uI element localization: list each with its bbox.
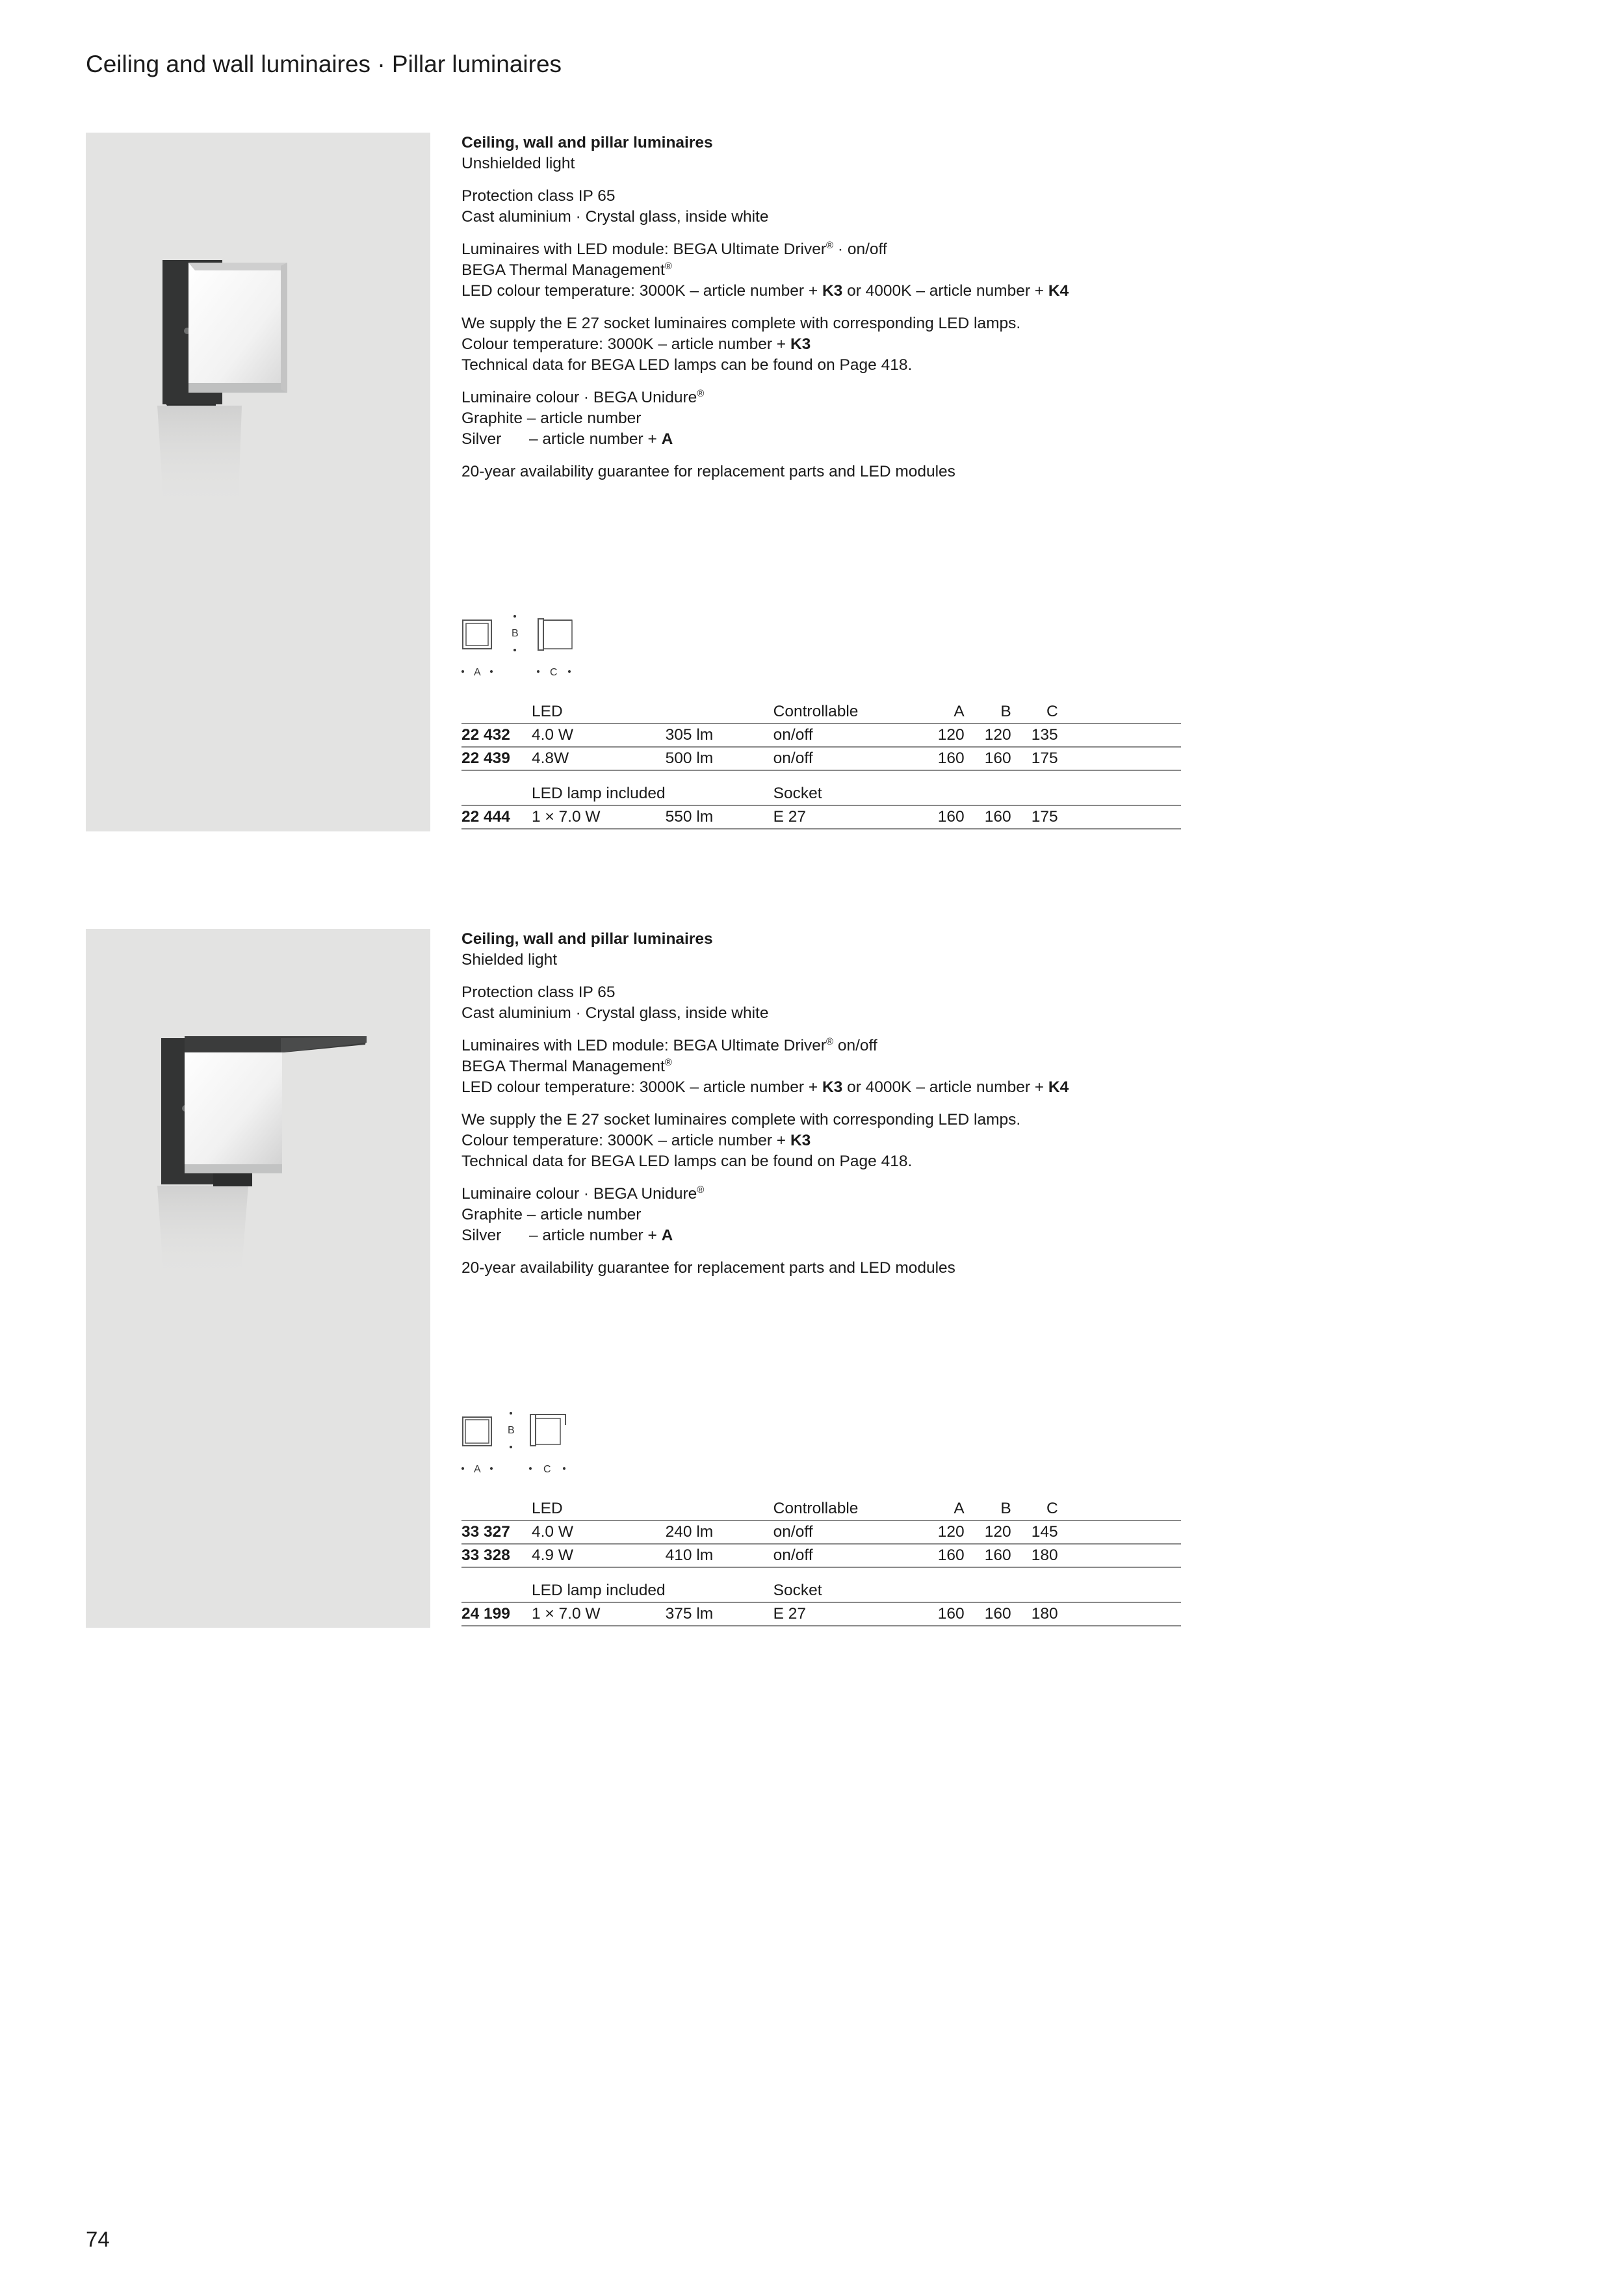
colour-temperature-line: LED colour temperature: 3000K – article number + K3 or 4000K – article number + K4 [461, 282, 1069, 300]
dim-label-a: A [474, 667, 481, 676]
article-number: 22 439 [461, 747, 532, 770]
side-view-icon [530, 1415, 565, 1446]
protection-class: Protection class IP 65 [461, 984, 616, 1001]
luminaire-colour-heading: Luminaire colour · BEGA Unidure® [461, 387, 705, 406]
protection-class: Protection class IP 65 [461, 187, 616, 205]
table-row: 33 327 4.0 W 240 lm on/off 120 120 145 [461, 1520, 1181, 1544]
table-header-lamp: LED lamp included Socket [461, 1580, 1181, 1602]
supply-colour-temperature: Colour temperature: 3000K – article number + K3 [461, 335, 811, 353]
table-row: 33 328 4.9 W 410 lm on/off 160 160 180 [461, 1544, 1181, 1567]
luminaire-colour-heading: Luminaire colour · BEGA Unidure® [461, 1184, 705, 1203]
table-header-led: LED Controllable A B C [461, 1498, 1181, 1520]
colour-graphite: Graphite – article number [461, 1206, 642, 1223]
product-subtitle: Unshielded light [461, 155, 575, 172]
supply-note: We supply the E 27 socket luminaires complete with corresponding LED lamps. [461, 1111, 1021, 1128]
specifications-table [461, 1498, 1181, 1626]
article-number: 22 444 [461, 805, 532, 829]
article-number: 22 432 [461, 724, 532, 747]
colour-temperature-line: LED colour temperature: 3000K – article number + K3 or 4000K – article number + K4 [461, 1078, 1069, 1096]
specifications-table [461, 701, 1181, 829]
product-description [461, 133, 1202, 494]
product-title: Ceiling, wall and pillar luminaires [461, 930, 713, 948]
page-number: 74 [86, 2227, 110, 2251]
material: Cast aluminium · Crystal glass, inside white [461, 208, 769, 226]
table-header-led: LED Controllable A B C [461, 701, 1181, 724]
side-view-icon [538, 619, 572, 650]
table-row: 22 439 4.8W 500 lm on/off 160 160 175 [461, 747, 1181, 770]
article-number: 33 327 [461, 1520, 532, 1544]
dimension-diagram [461, 611, 604, 676]
product-title: Ceiling, wall and pillar luminaires [461, 134, 713, 151]
dim-label-c: C [543, 1464, 551, 1474]
colour-graphite: Graphite – article number [461, 410, 642, 427]
thermal-management: BEGA Thermal Management® [461, 260, 672, 279]
dim-label-b: B [508, 1425, 515, 1436]
article-number: 33 328 [461, 1544, 532, 1567]
guarantee-note: 20-year availability guarantee for replacement parts and LED modules [461, 1259, 955, 1277]
front-view-icon [463, 620, 491, 649]
thermal-management: BEGA Thermal Management® [461, 1056, 672, 1075]
supply-colour-temperature: Colour temperature: 3000K – article number + K3 [461, 1132, 811, 1149]
table-header-lamp: LED lamp included Socket [461, 783, 1181, 805]
front-view-icon [463, 1417, 491, 1446]
product-photo-shielded [86, 929, 430, 1628]
dim-label-c: C [550, 667, 558, 676]
table-row: 24 199 1 × 7.0 W 375 lm E 27 160 160 180 [461, 1602, 1181, 1626]
technical-data-note: Technical data for BEGA LED lamps can be found on Page 418. [461, 1153, 913, 1170]
colour-silver: Silver – article number + A [461, 430, 673, 448]
supply-note: We supply the E 27 socket luminaires complete with corresponding LED lamps. [461, 315, 1021, 332]
table-row: 22 432 4.0 W 305 lm on/off 120 120 135 [461, 724, 1181, 747]
page-header: Ceiling and wall luminaires · Pillar luminaires [86, 51, 562, 77]
technical-data-note: Technical data for BEGA LED lamps can be found on Page 418. [461, 356, 913, 374]
product-photo-unshielded [86, 133, 430, 831]
table-row: 22 444 1 × 7.0 W 550 lm E 27 160 160 175 [461, 805, 1181, 829]
colour-silver: Silver – article number + A [461, 1227, 673, 1244]
led-module-line: Luminaires with LED module: BEGA Ultimate Driver® on/off [461, 1036, 877, 1054]
led-module-line: Luminaires with LED module: BEGA Ultimate Driver® · on/off [461, 239, 887, 258]
dim-label-a: A [474, 1464, 481, 1474]
material: Cast aluminium · Crystal glass, inside white [461, 1004, 769, 1022]
product-subtitle: Shielded light [461, 951, 558, 969]
product-section-unshielded [86, 133, 1184, 831]
dimension-diagram [461, 1409, 604, 1474]
article-number: 24 199 [461, 1602, 532, 1626]
product-description [461, 929, 1202, 1290]
guarantee-note: 20-year availability guarantee for replacement parts and LED modules [461, 463, 955, 480]
dim-label-b: B [512, 628, 519, 639]
product-section-shielded [86, 929, 1184, 1628]
